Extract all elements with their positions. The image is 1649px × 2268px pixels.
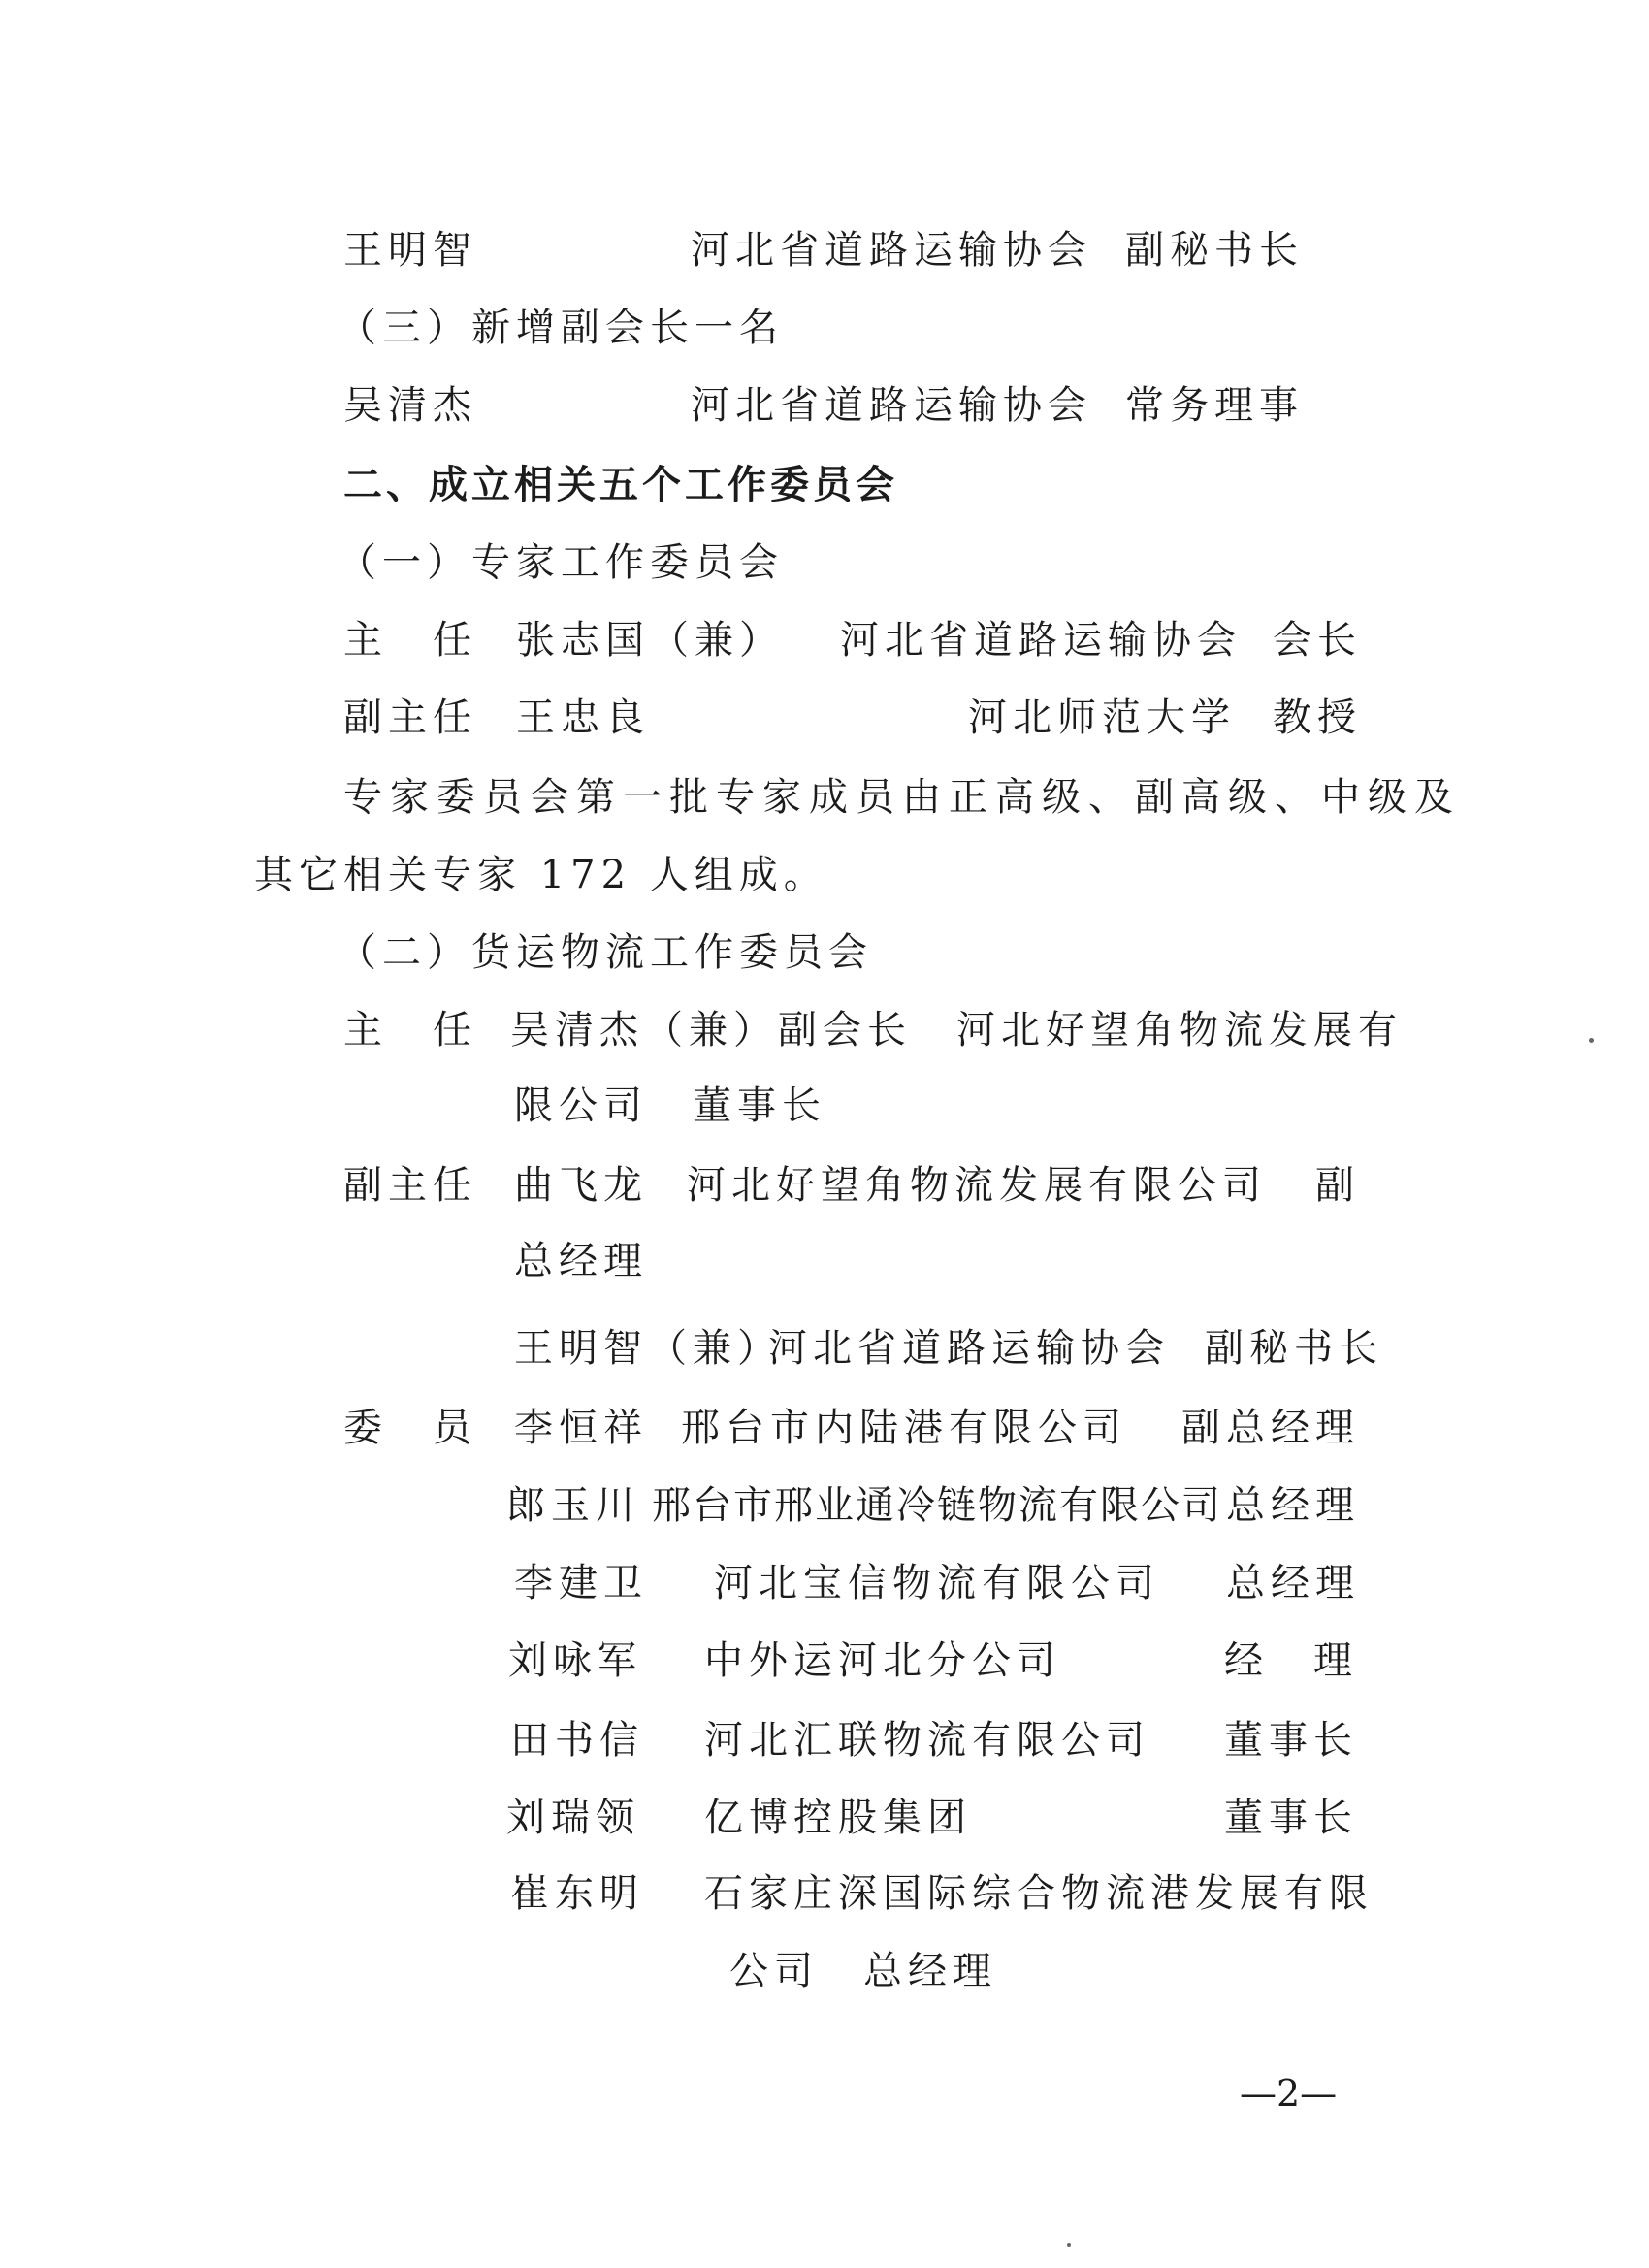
member-name: 李建卫	[514, 1561, 648, 1605]
paragraph-line: 专家委员会第一批专家成员由正高级、副高级、中级及	[343, 775, 1461, 820]
member-org-continued: 公司 总经理	[729, 1949, 997, 1993]
name: 王明智	[343, 228, 477, 273]
organization: 河北好望角物流发展有限公司	[687, 1163, 1267, 1208]
position-title: 副秘书长	[1125, 228, 1304, 273]
role-label: 副主任	[343, 1163, 477, 1208]
member-name: 王明智（兼）	[514, 1326, 782, 1371]
role-label: 主 任	[343, 618, 477, 663]
member-name: 李恒祥	[514, 1406, 648, 1450]
organization: 河北师范大学	[968, 696, 1236, 740]
member-title: 总经理	[1226, 1561, 1360, 1605]
member-name: 刘咏军	[508, 1638, 642, 1683]
role-label: 委 员	[343, 1406, 477, 1450]
member-title: 董事长	[1224, 1718, 1358, 1763]
position-title: 教授	[1273, 696, 1362, 740]
subsection-heading: （一）专家工作委员会	[338, 540, 784, 585]
name: 张志国（兼）	[516, 618, 784, 663]
member-title: 副总经理	[1181, 1406, 1360, 1450]
position-title: 总经理	[514, 1239, 648, 1283]
member-name: 崔东明	[510, 1871, 644, 1916]
member-org: 河北省道路运输协会	[768, 1326, 1170, 1371]
position-title: 会长	[1273, 618, 1362, 663]
member-org: 邢台市邢业通冷链物流有限公司	[652, 1483, 1222, 1528]
paragraph-line: 其它相关专家 172 人组成。	[254, 853, 828, 897]
member-title: 总经理	[1226, 1483, 1360, 1528]
director-line: 吴清杰（兼）副会长 河北好望角物流发展有	[510, 1008, 1403, 1053]
position-title: 副	[1315, 1163, 1360, 1208]
subsection-heading: （二）货运物流工作委员会	[338, 930, 873, 975]
section-heading: 二、成立相关五个工作委员会	[343, 462, 898, 507]
member-org: 亿博控股集团	[704, 1796, 972, 1840]
member-title: 经 理	[1224, 1638, 1358, 1683]
member-name: 田书信	[510, 1718, 644, 1763]
member-org: 河北宝信物流有限公司	[714, 1561, 1160, 1605]
scan-speck	[1067, 2243, 1071, 2247]
name: 曲飞龙	[514, 1163, 648, 1208]
page-number: —2—	[1240, 2072, 1338, 2115]
member-org: 石家庄深国际综合物流港发展有限	[704, 1871, 1374, 1916]
role-label: 主 任	[343, 1008, 477, 1053]
organization: 河北省道路运输协会	[691, 228, 1092, 273]
member-org: 邢台市内陆港有限公司	[681, 1406, 1127, 1450]
member-org: 中外运河北分公司	[704, 1638, 1061, 1683]
scan-speck	[1589, 1038, 1594, 1043]
member-name: 刘瑞领	[506, 1796, 640, 1840]
organization: 河北省道路运输协会	[840, 618, 1242, 663]
position-title: 常务理事	[1125, 383, 1304, 428]
director-line: 限公司 董事长	[514, 1084, 826, 1128]
member-name: 郎玉川	[506, 1483, 640, 1528]
organization: 河北省道路运输协会	[691, 383, 1092, 428]
member-org: 河北汇联物流有限公司	[704, 1718, 1150, 1763]
subsection-heading: （三）新增副会长一名	[338, 306, 784, 350]
name: 王忠良	[516, 696, 650, 740]
member-title: 副秘书长	[1205, 1326, 1383, 1371]
member-title: 董事长	[1224, 1796, 1358, 1840]
name: 吴清杰	[343, 383, 477, 428]
role-label: 副主任	[343, 696, 477, 740]
